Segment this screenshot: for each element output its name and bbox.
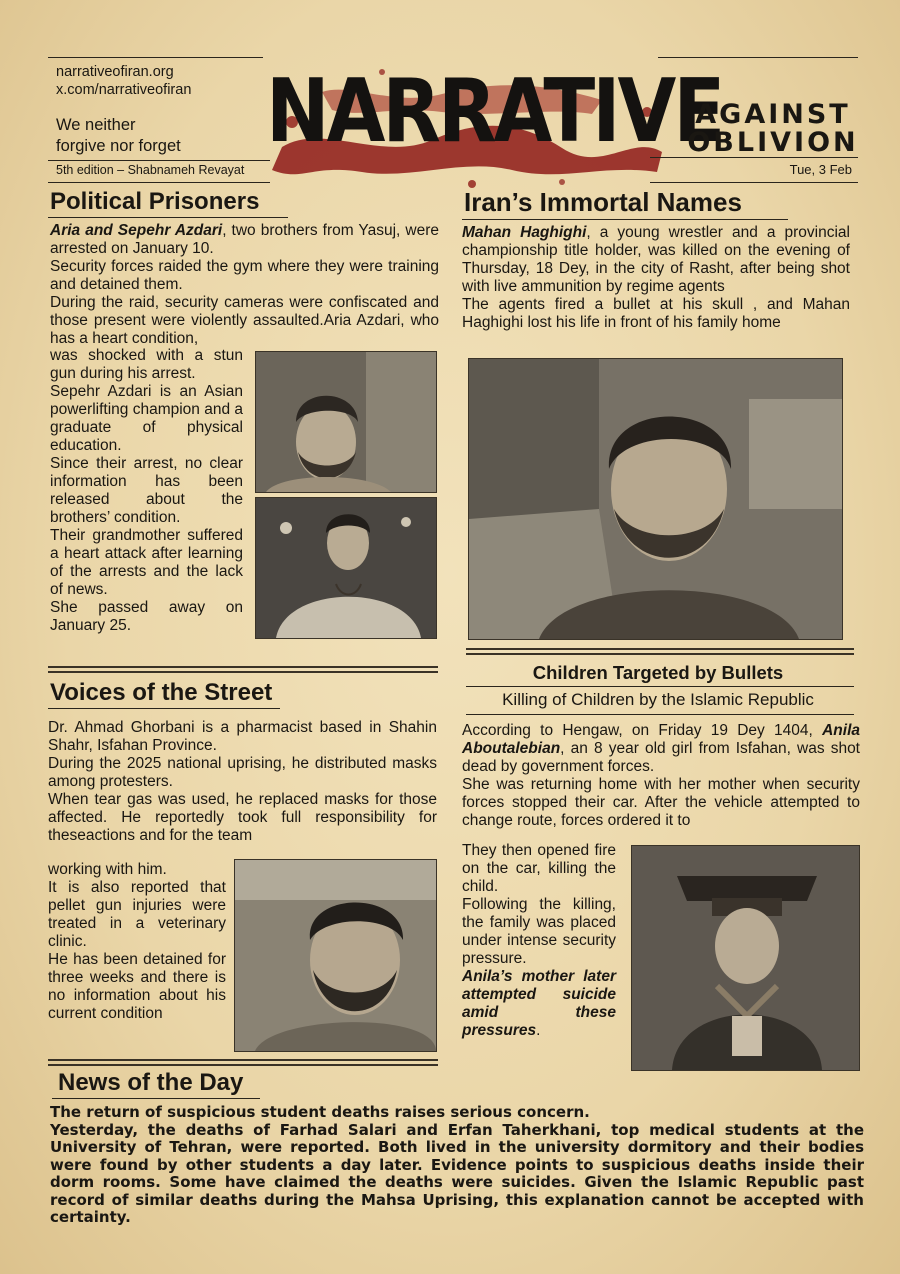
masthead-rule-right-bottom bbox=[650, 182, 858, 183]
paragraph: Since their arrest, no clear information has been released about the brothers’ condition. bbox=[50, 455, 243, 526]
section-underline bbox=[48, 708, 280, 709]
paragraph bbox=[462, 722, 860, 776]
news-title: News of the Day bbox=[58, 1069, 244, 1096]
section-divider bbox=[466, 648, 854, 655]
site-url[interactable]: narrativeofiran.org bbox=[56, 64, 174, 80]
paragraph bbox=[462, 224, 850, 296]
motto-line-1: We neither bbox=[56, 116, 136, 134]
section-divider bbox=[48, 1059, 438, 1066]
photo-mahan-haghighi bbox=[468, 358, 843, 640]
paragraph: When tear gas was used, he replaced masks for those affected. He reportedly took full responsibility for theseactions and for the team bbox=[48, 791, 437, 844]
paragraph-text: , a young wrestler and a provincial championship title holder, was killed on the evening of Thursday, 18 Dey, in the city of Rasht, after being shot with live ammunition by regime agents bbox=[462, 224, 850, 295]
section-underline bbox=[48, 217, 288, 218]
motto bbox=[56, 115, 181, 157]
logo bbox=[262, 52, 723, 192]
highlighted-names: Aria and Sepehr Azdari bbox=[50, 222, 223, 239]
photo-anila-aboutalebian bbox=[631, 845, 860, 1071]
voices-title: Voices of the Street bbox=[50, 679, 273, 706]
paragraph-text: , an 8 year old girl from Isfahan, was shot dead by government forces. bbox=[462, 740, 860, 775]
tagline-line-1: AGAINST bbox=[695, 99, 851, 130]
children-column bbox=[462, 842, 616, 1040]
children-title: Children Targeted by Bullets bbox=[532, 662, 784, 683]
paragraph: The agents fired a bullet at his skull , and Mahan Haghighi lost his life in front of his family home bbox=[462, 296, 850, 331]
paragraph bbox=[50, 222, 439, 258]
voices-column bbox=[48, 861, 226, 1023]
political-prisoners-column bbox=[50, 347, 243, 635]
masthead-rule-top-right bbox=[658, 57, 858, 58]
social-handle[interactable]: x.com/narrativeofiran bbox=[56, 82, 192, 98]
edition-label: 5th edition – Shabnameh Revayat bbox=[56, 163, 245, 177]
paragraph: During the 2025 national uprising, he distributed masks among protesters. bbox=[48, 755, 437, 790]
section-underline bbox=[52, 1098, 260, 1099]
paragraph: They then opened fire on the car, killing the child. bbox=[462, 842, 616, 895]
paragraph: He has been detained for three weeks and there is no information about his current condition bbox=[48, 951, 226, 1022]
issue-date: Tue, 3 Feb bbox=[789, 162, 852, 177]
voices-intro bbox=[48, 719, 437, 845]
masthead-rule-left-bottom bbox=[48, 182, 270, 183]
paragraph: It is also reported that pellet gun injuries were treated in a veterinary clinic. bbox=[48, 879, 226, 950]
section-rule bbox=[466, 686, 854, 687]
children-intro bbox=[462, 722, 860, 830]
paragraph: was shocked with a stun gun during his arrest. bbox=[50, 347, 243, 382]
political-prisoners-title: Political Prisoners bbox=[50, 188, 260, 215]
highlighted-text: Anila’s mother later attempted suicide amid these pressures bbox=[462, 968, 616, 1039]
paragraph-text: According to Hengaw, on Friday 19 Dey 1404, bbox=[462, 722, 813, 739]
immortal-names-text bbox=[462, 224, 850, 332]
section-underline bbox=[462, 219, 788, 220]
photo-ahmad-ghorbani bbox=[234, 859, 437, 1052]
highlighted-name: Anila Aboutalebian bbox=[462, 722, 861, 757]
paragraph: Dr. Ahmad Ghorbani is a pharmacist based in Shahin Shahr, Isfahan Province. bbox=[48, 719, 437, 754]
paragraph-text: . bbox=[536, 1022, 541, 1039]
masthead-rule-right bbox=[650, 157, 858, 158]
photo-aria-azdari bbox=[255, 351, 437, 493]
paragraph: She was returning home with her mother when security forces stopped their car. After the vehicle attempted to change route, forces ordered it to bbox=[462, 776, 860, 829]
paragraph: Following the killing, the family was placed under intense security pressure. bbox=[462, 896, 616, 967]
paragraph-text: , two brothers from Yasuj, were arrested on January 10. bbox=[50, 222, 439, 257]
paragraph: working with him. bbox=[48, 861, 167, 878]
news-body bbox=[50, 1104, 864, 1227]
news-headline: The return of suspicious student deaths raises serious concern. bbox=[50, 1103, 590, 1121]
logo-wordmark: NARRATIVE bbox=[266, 59, 723, 162]
masthead-rule-left bbox=[48, 160, 270, 161]
paragraph bbox=[462, 968, 616, 1040]
immortal-names-title: Iran’s Immortal Names bbox=[464, 187, 742, 217]
paragraph: During the raid, security cameras were confiscated and those present were violently assaulted.Aria Azdari, who has a heart condition, bbox=[50, 294, 439, 347]
paragraph: Their grandmother suffered a heart attack after learning of the arrests and the lack of news. bbox=[50, 527, 243, 598]
motto-line-2: forgive nor forget bbox=[56, 137, 181, 155]
tagline bbox=[683, 101, 863, 157]
section-rule bbox=[466, 714, 854, 715]
section-divider bbox=[48, 666, 438, 673]
paragraph: She passed away on January 25. bbox=[50, 599, 243, 634]
children-subtitle: Killing of Children by the Islamic Republic bbox=[502, 690, 814, 709]
news-paragraph: Yesterday, the deaths of Farhad Salari and Erfan Taherkhani, top medical students at the University of Tehran, were reported. Both lived in the university dormitory and their bodies were found by other students a day later. Evidence points to suspicious deaths inside their dorm rooms. Some have claimed the deaths were suicides. Given the Islamic Republic past record of similar deaths during the Mahsa Uprising, this explanation cannot be accepted with certainty. bbox=[50, 1120, 864, 1226]
paragraph: Sepehr Azdari is an Asian powerlifting champion and a graduate of physical education. bbox=[50, 383, 244, 454]
paragraph: Security forces raided the gym where they were training and detained them. bbox=[50, 258, 439, 293]
tagline-line-2: OBLIVION bbox=[687, 127, 859, 158]
highlighted-name: Mahan Haghighi bbox=[462, 224, 587, 241]
political-prisoners-intro bbox=[50, 222, 439, 348]
masthead-rule-top-left bbox=[48, 57, 263, 58]
photo-sepehr-azdari bbox=[255, 497, 437, 639]
